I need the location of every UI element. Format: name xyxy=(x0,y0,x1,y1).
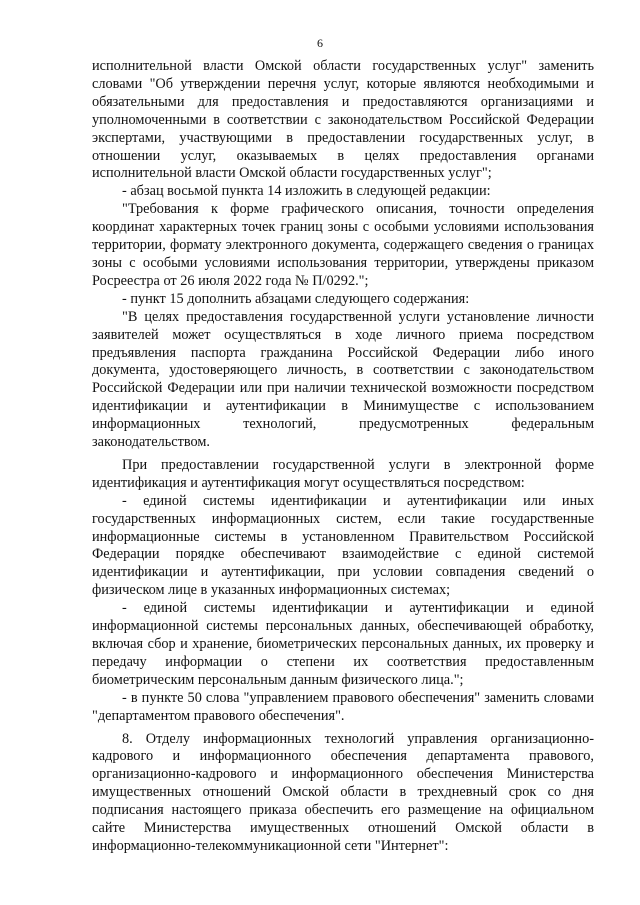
paragraph-item-8-it-department: 8. Отделу информационных технологий управления организационно-кадрового и информационного обеспечения департамента правового, организационно-кадрового и информационного обеспечения Министерства имущественных отношений Омской области в трехдневный срок со дня подписания настоящего приказа обеспечить его размещение на официальном сайте Министерства имущественных отношений Омской области в информационно-телекоммуникационной сети "Интернет": xyxy=(92,730,594,854)
paragraph-amendment-item-14: - абзац восьмой пункта 14 изложить в следующей редакции: xyxy=(122,183,491,200)
paragraph-identity-verification: "В целях предоставления государственной услуги установление личности заявителей может осуществляться в ходе личного приема посредством предъявления паспорта гражданина Российской Федерации либо иного документа, удостоверяющего личность, в соответствии с законодательством Российской Федерации или при наличии технической возможности посредством идентификации и аутентификации в Минимуществе с использованием информационных технологий, предусмотренных федеральным законодательством. xyxy=(92,308,594,451)
page-number: 6 xyxy=(317,36,323,50)
paragraph-amendment-item-15: - пункт 15 дополнить абзацами следующего содержания: xyxy=(122,290,470,307)
document-body xyxy=(92,58,594,856)
paragraph-amendment-item-50: - в пункте 50 слова "управлением правового обеспечения" заменить словами "департаментом правового обеспечения". xyxy=(92,689,594,724)
paragraph-electronic-form: При предоставлении государственной услуги в электронной форме идентификация и аутентификация могут осуществляться посредством: xyxy=(92,456,594,491)
paragraph-requirements-quote: "Требования к форме графического описания, точности определения координат характерных точек границ зоны с особыми условиями использования территории, формату электронного документа, содержащего сведения о границах зоны с особыми условиями использования территории, утверждены приказом Росреестра от 26 июля 2022 года № П/0292."; xyxy=(92,201,594,289)
paragraph-continuation: исполнительной власти Омской области государственных услуг" заменить словами "Об утверждении перечня услуг, которые являются необходимыми и обязательными для предоставления и предоставляются организациями и уполномоченными в соответствии с законодательством Российской Федерации экспертами, участвующими в предоставлении государственных услуг, в отношении услуг, оказываемых в целях предоставления органами исполнительной власти Омской области государственных услуг"; xyxy=(92,58,594,182)
paragraph-unified-system-list-2: - единой системы идентификации и аутентификации и единой информационной системы персональных данных, обеспечивающей обработку, включая сбор и хранение, биометрических персональных данных, их проверку и передачу информации о степени их соответствия предоставленным биометрическим персональным данным физического лица."; xyxy=(92,600,594,688)
paragraph-unified-system-list-1: - единой системы идентификации и аутентификации или иных государственных информационных систем, если такие государственные информационные системы в установленном Правительством Российской Федерации порядке обеспечивают взаимодействие с единой системой идентификации и аутентификации, при условии совпадения сведений о физическом лице в указанных информационных системах; xyxy=(92,492,594,599)
